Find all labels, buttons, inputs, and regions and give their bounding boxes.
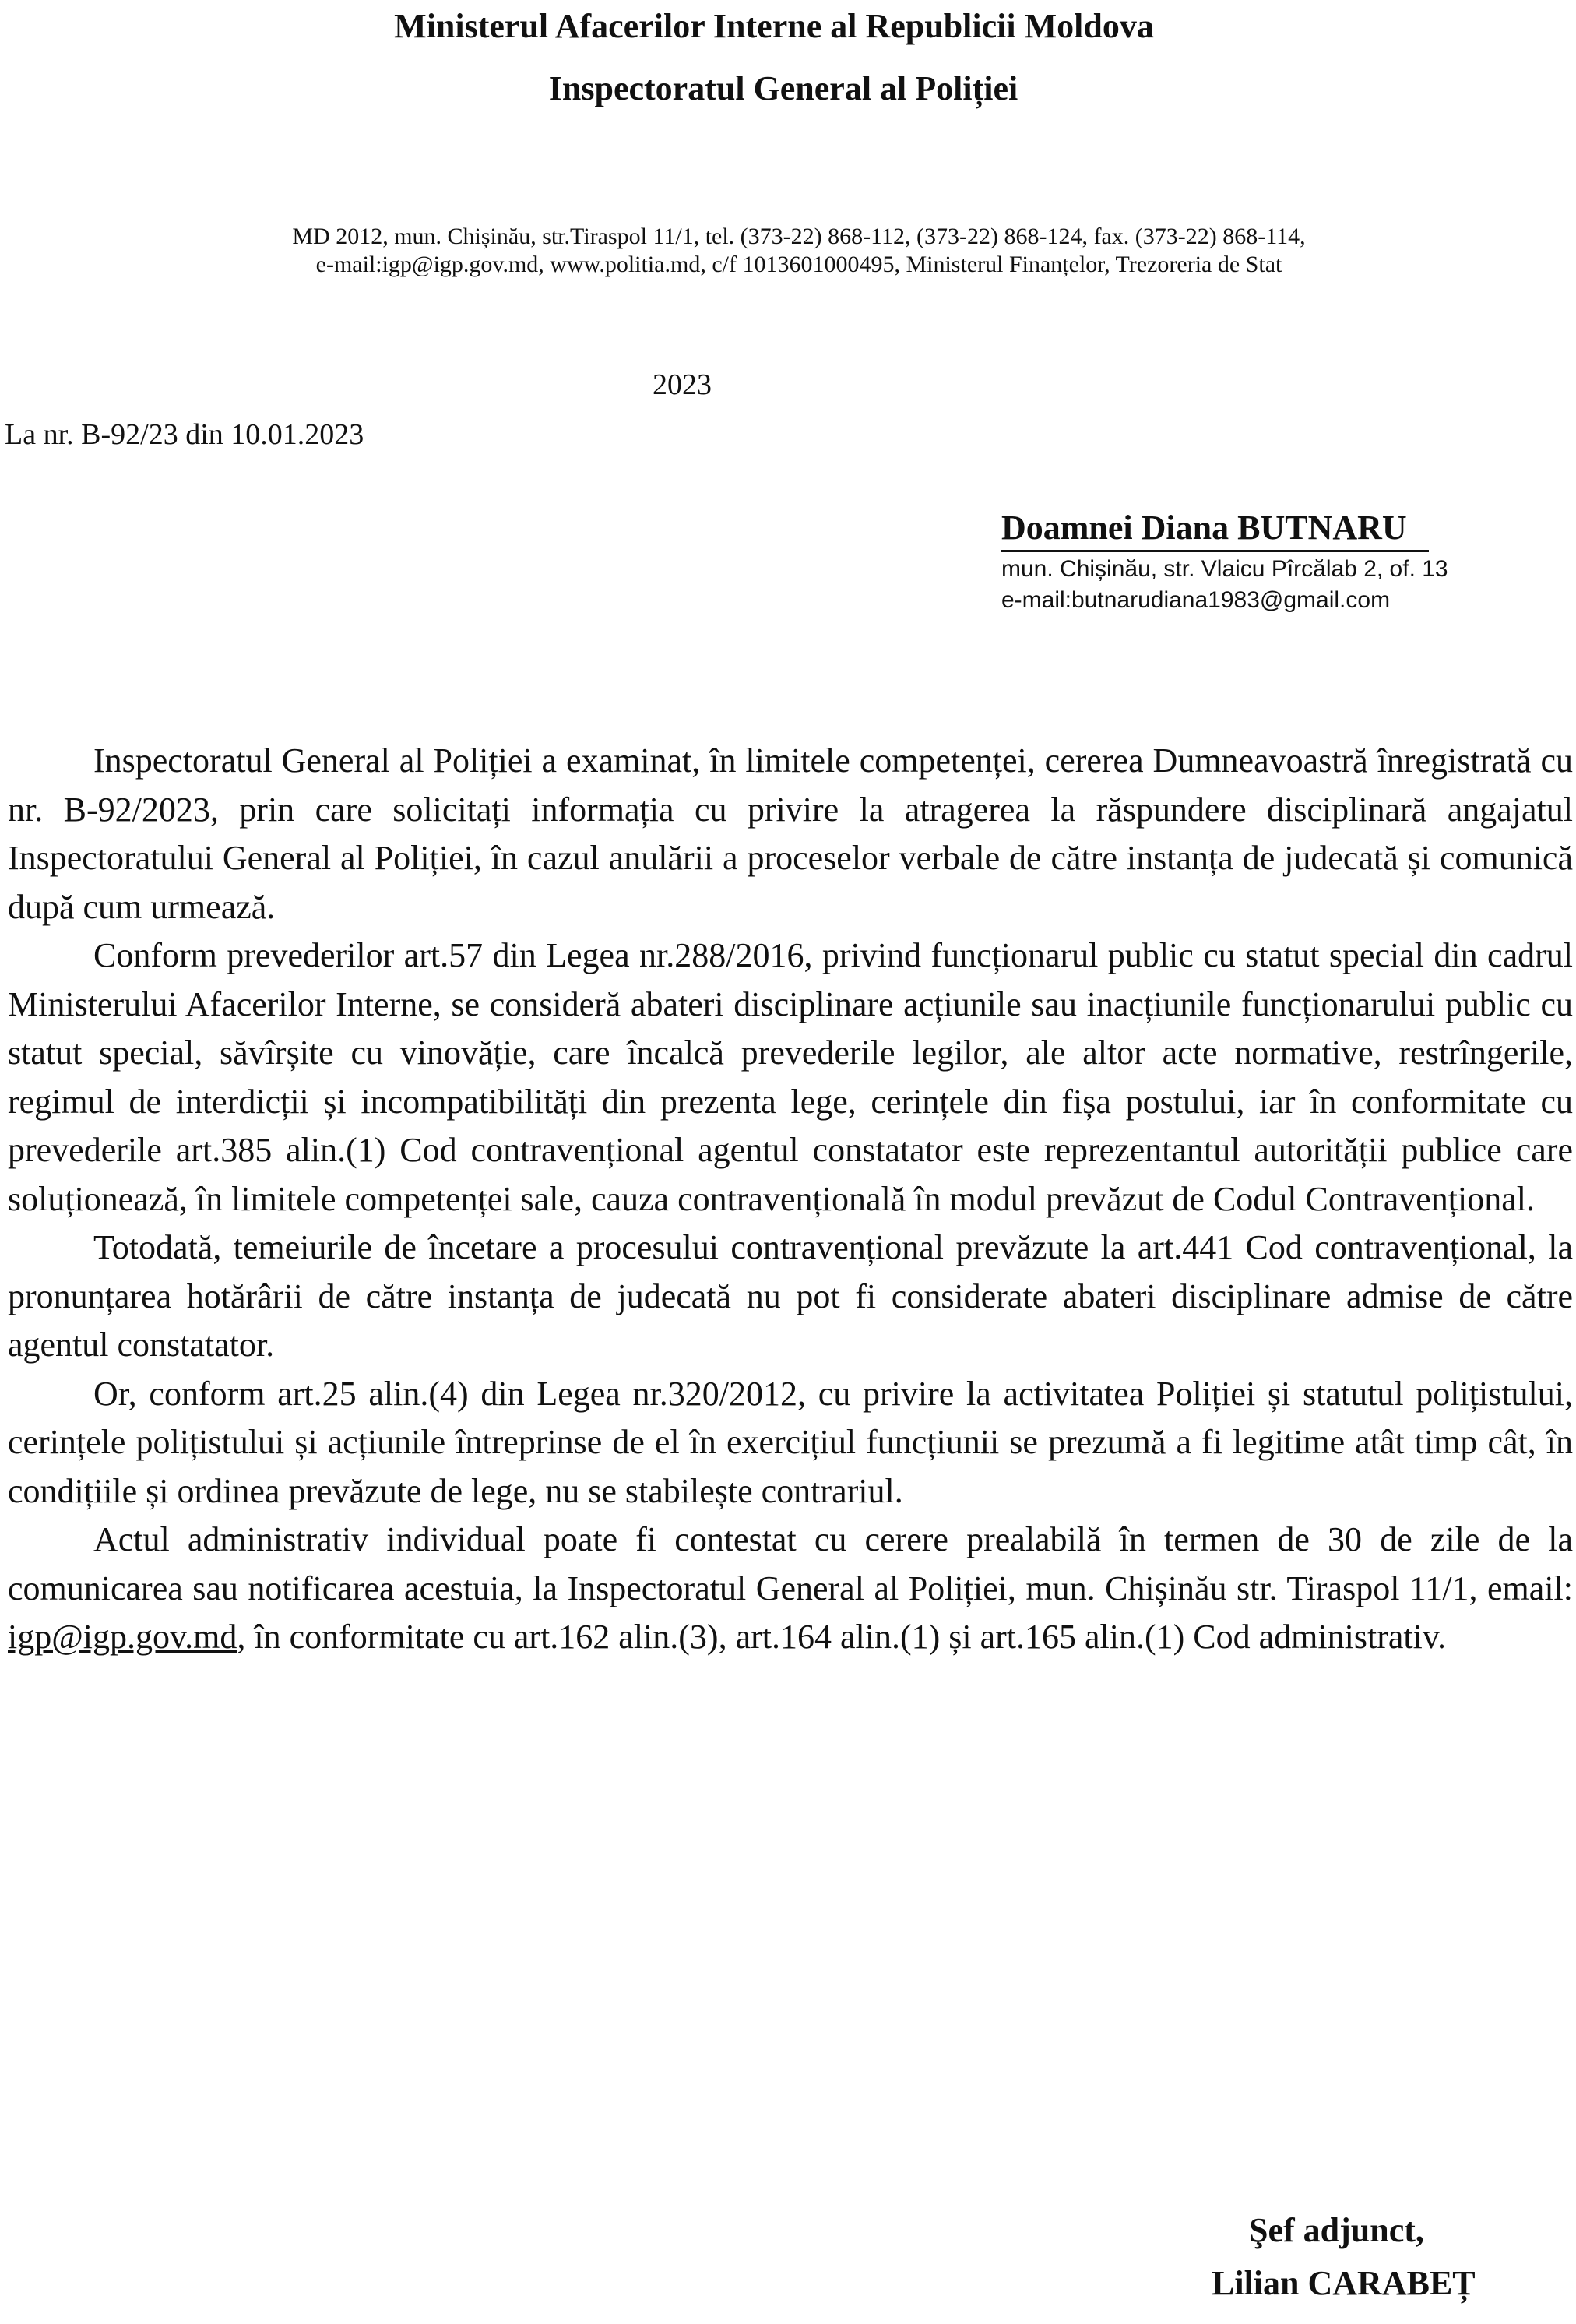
paragraph-5-text-start: Actul administrativ individual poate fi contestat cu cerere prealabilă în termen de 30 de zile de la comunicarea sau notificarea acestuia, la Inspectoratul General al Poliției, mun. Chișinău str. Tiraspol 11/1, email: (8, 1520, 1573, 1607)
contact-email-line: e-mail:igp@igp.gov.md, www.politia.md, c/f 1013601000495, Ministerul Finanțelor, Trezoreria de Stat (315, 252, 1282, 277)
inspectorate-title: Inspectoratul General al Poliției (548, 69, 1018, 107)
body-paragraph-1: Inspectoratul General al Poliției a examinat, în limitele competenței, cererea Dumneavoastră înregistrată cu nr. B-92/2023, prin care solicitați informația cu privire la atragerea la răspundere disciplinară angajatul Inspectoratului General al Poliției, în cazul anulării a proceselor verbale de către instanța de judecată și comunică după cum urmează. (8, 741, 1573, 926)
paragraph-5-text-end: , în conformitate cu art.162 alin.(3), art.164 alin.(1) și art.165 alin.(1) Cod administrativ. (237, 1618, 1446, 1656)
igp-email-link[interactable]: igp@igp.gov.md (8, 1618, 237, 1656)
body-paragraph-4: Or, conform art.25 alin.(4) din Legea nr.320/2012, cu privire la activitatea Poliției și statutul polițistului, cerințele polițistului și acțiunile întreprinse de el în exercițiul funcțiunii se prezumă a fi legitime atât timp cât, în condițiile și ordinea prevăzute de lege, nu se stabilește contrariul. (8, 1374, 1573, 1510)
recipient-address: mun. Chișinău, str. Vlaicu Pîrcălab 2, of. 13 (1001, 556, 1448, 582)
ministry-title: Ministerul Afacerilor Interne al Republicii Moldova (394, 7, 1154, 45)
signatory-name: Lilian CARABEȚ (1212, 2264, 1476, 2302)
body-paragraph-3: Totodată, temeiurile de încetare a procesului contravențional prevăzute la art.441 Cod contravențional, la pronunțarea hotărârii de către instanța de judecată nu pot fi considerate abateri disciplinare admise de către agentul constatator. (8, 1228, 1573, 1364)
letter-body (8, 737, 1573, 1662)
signatory-position: Şef adjunct, (1249, 2211, 1424, 2249)
recipient-email: e-mail:butnarudiana1983@gmail.com (1001, 587, 1391, 613)
reference-number: La nr. B-92/23 din 10.01.2023 (5, 418, 364, 451)
document-year: 2023 (653, 368, 712, 401)
recipient-name: Doamnei Diana BUTNARU (1001, 506, 1429, 552)
contact-address-line: MD 2012, mun. Chișinău, str.Tiraspol 11/1, tel. (373-22) 868-112, (373-22) 868-124, fax. (373-22) 868-114, (292, 224, 1306, 249)
body-paragraph-2: Conform prevederilor art.57 din Legea nr.288/2016, privind funcționarul public cu statut special din cadrul Ministerului Afacerilor Interne, se consideră abateri disciplinare acțiunile sau inacțiunile funcționarului public cu statut special, săvîrșite cu vinovăție, care încalcă prevederile legilor, ale altor acte normative, restrîngerile, regimul de interdicții și incompatibilități din prezenta lege, cerințele din fișa postului, iar în conformitate cu prevederile art.385 alin.(1) Cod contravențional agentul constatator este reprezentantul autorității publice care soluționează, în limitele competenței sale, cauza contravențională în modul prevăzut de Codul Contravențional. (8, 936, 1573, 1218)
body-paragraph-5 (8, 1516, 1573, 1662)
